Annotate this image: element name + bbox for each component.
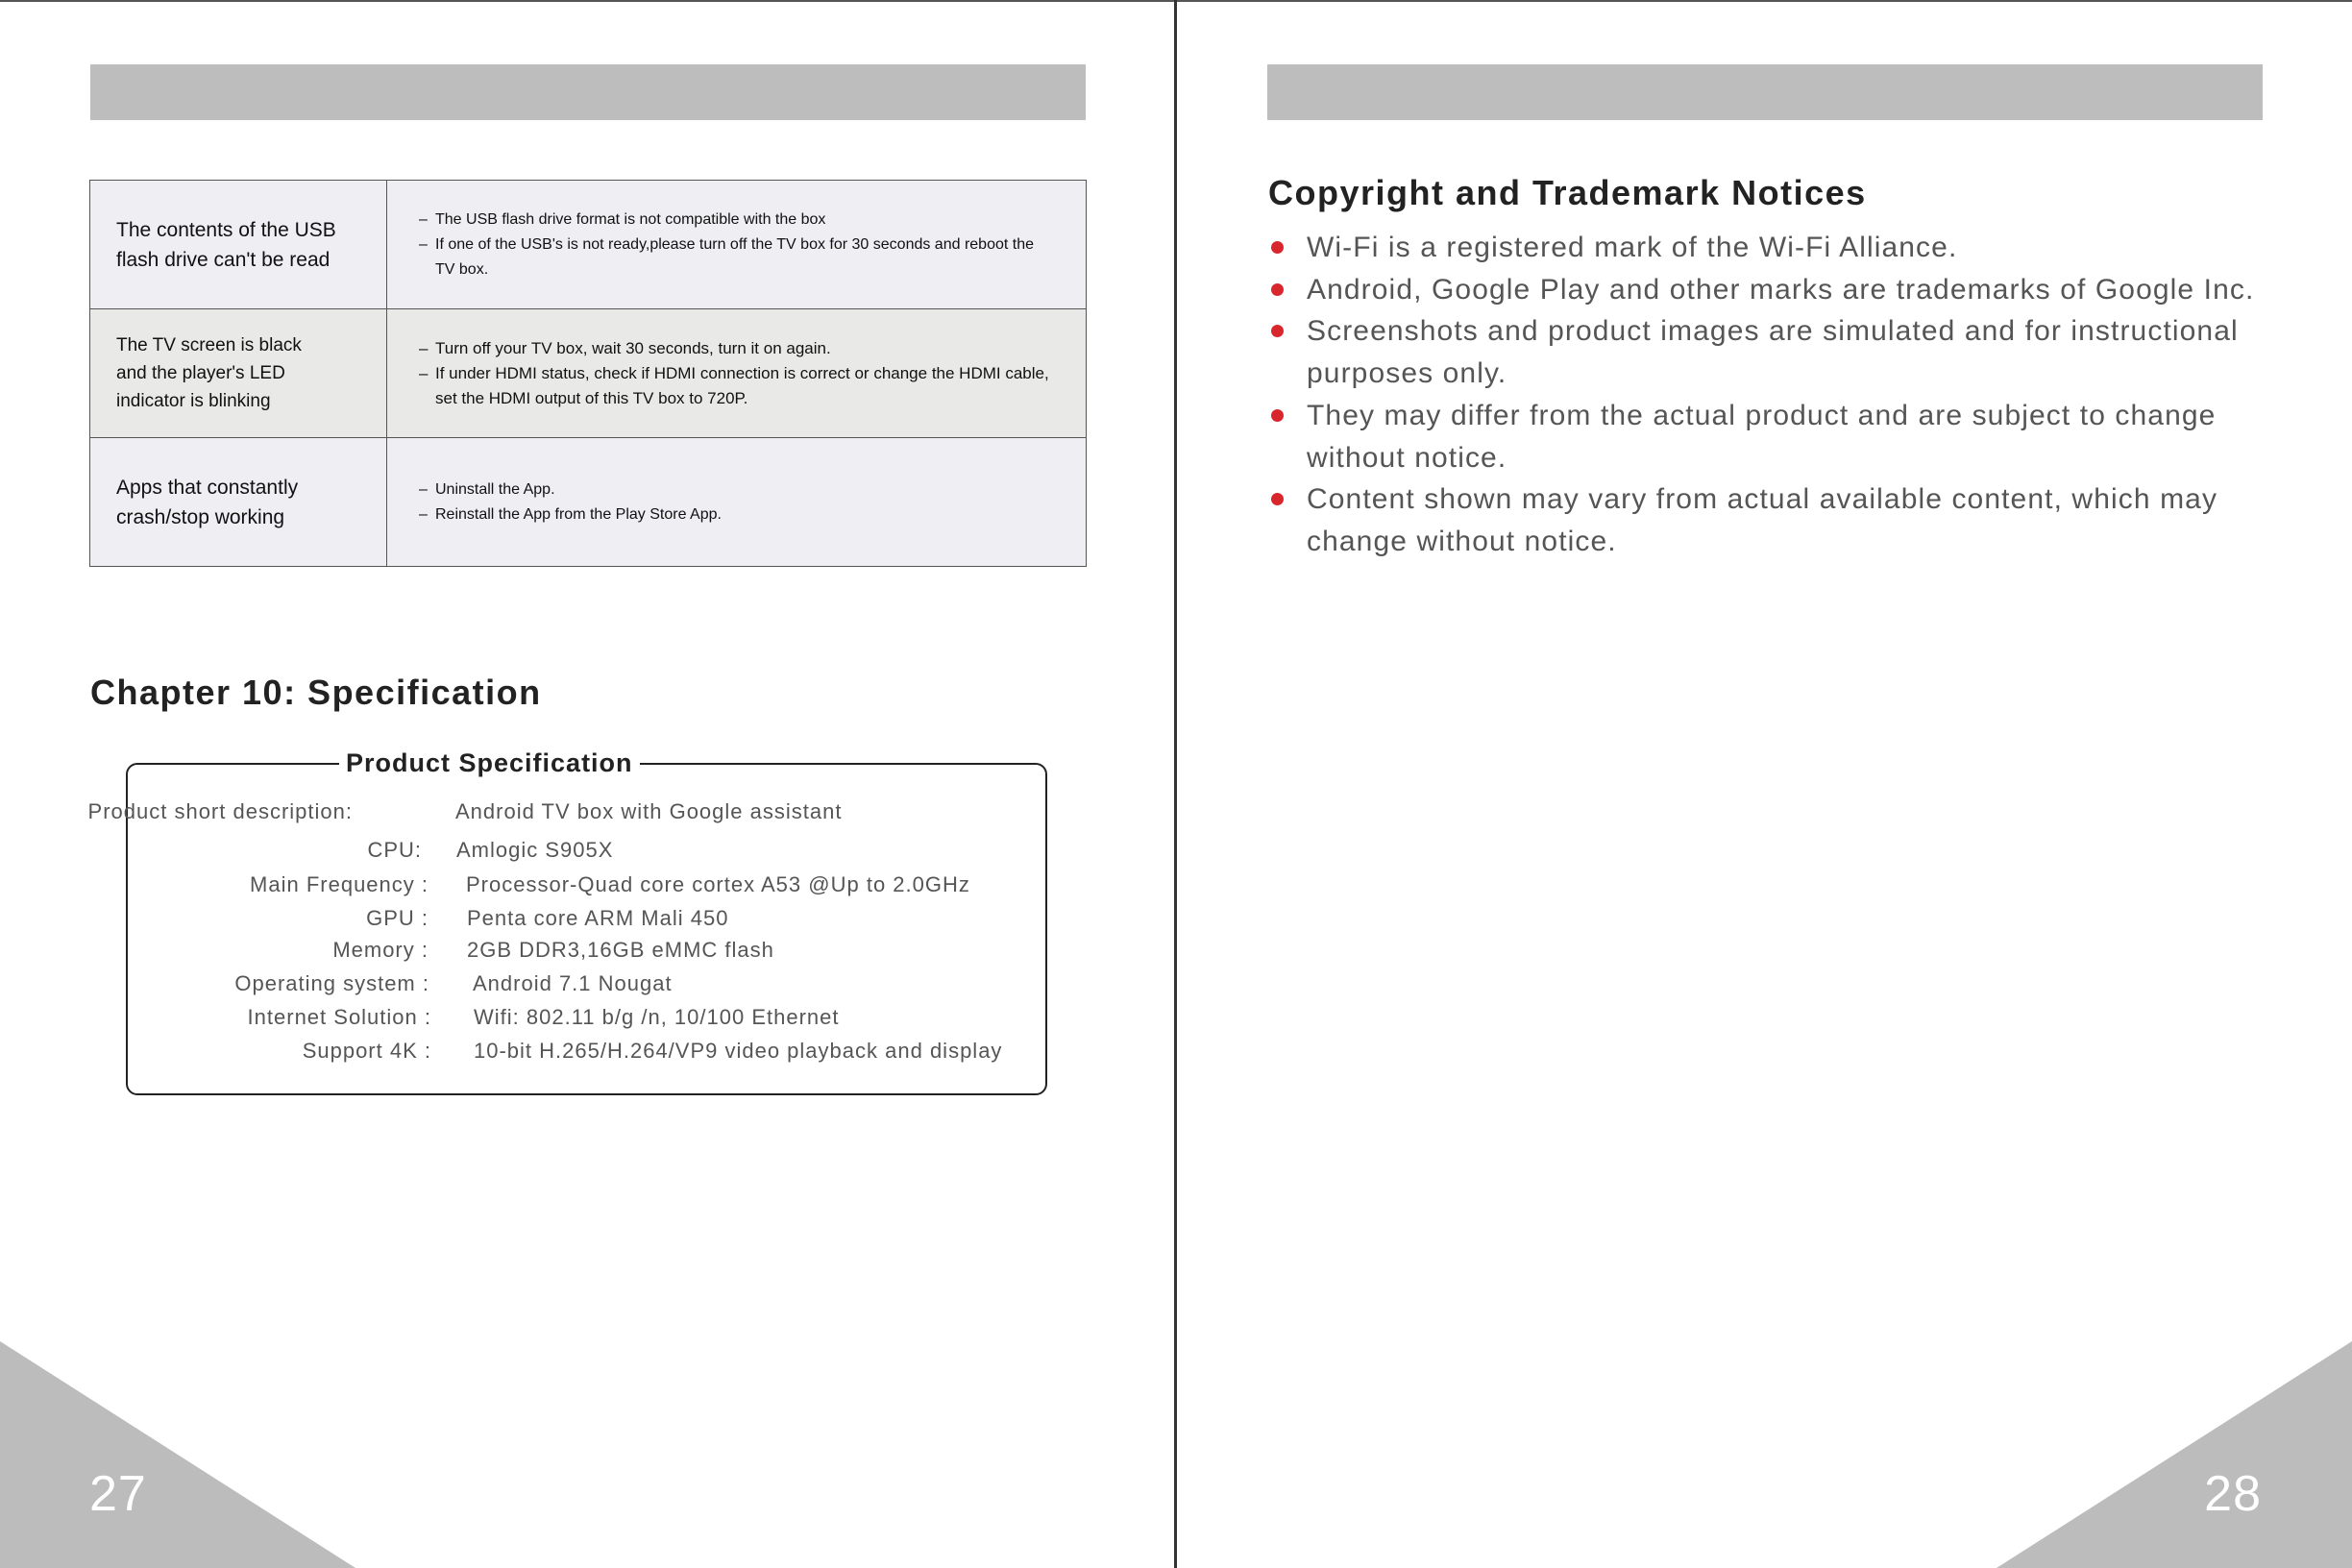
troubleshooting-table xyxy=(89,180,1087,567)
table-row xyxy=(90,309,1087,438)
problem-text: The contents of the USB flash drive can't be read xyxy=(116,218,336,271)
spec-value: Wifi: 802.11 b/g /n, 10/100 Ethernet xyxy=(474,1005,840,1029)
notice-item xyxy=(1268,310,2287,394)
solution-item: – Uninstall the App. xyxy=(419,478,1057,502)
spec-label: CPU: xyxy=(367,838,422,862)
problem-cell xyxy=(90,181,387,309)
notice-text: Screenshots and product images are simulated and for instructional purposes only. xyxy=(1307,315,2239,390)
notices-title: Copyright and Trademark Notices xyxy=(1268,173,1867,212)
solution-list xyxy=(387,478,1086,527)
spec-label: Product short description: xyxy=(87,799,353,823)
solution-list xyxy=(387,336,1086,411)
notice-item xyxy=(1268,395,2287,478)
problem-text: Apps that constantly crash/stop working xyxy=(116,476,299,528)
solution-cell xyxy=(387,181,1087,309)
spec-value: Android 7.1 Nougat xyxy=(473,971,673,995)
spec-value: 10-bit H.265/H.264/VP9 video playback and display xyxy=(474,1039,1003,1063)
problem-cell xyxy=(90,438,387,567)
problem-text: The TV screen is black and the player's LED indicator is blinking xyxy=(116,335,302,411)
bullet-dot-icon xyxy=(1271,241,1284,254)
spec-value: Penta core ARM Mali 450 xyxy=(467,906,729,930)
header-bar xyxy=(1267,64,2263,120)
corner-triangle xyxy=(1997,1341,2352,1568)
spec-label: Memory : xyxy=(332,938,429,962)
notice-item xyxy=(1268,269,2287,311)
notice-text: They may differ from the actual product and are subject to change without notice. xyxy=(1307,399,2217,474)
spec-label: Internet Solution : xyxy=(247,1005,431,1029)
bullet-dot-icon xyxy=(1271,283,1284,296)
spec-box xyxy=(87,748,1047,1095)
page-left xyxy=(0,0,1174,1568)
spec-label: Operating system : xyxy=(234,971,429,995)
spec-value: Processor-Quad core cortex A53 @Up to 2.0GHz xyxy=(466,872,970,896)
notice-text: Content shown may vary from actual available content, which may change without notice. xyxy=(1307,483,2218,557)
solution-cell xyxy=(387,309,1087,438)
notices-list xyxy=(1268,227,2287,563)
corner-triangle xyxy=(0,1341,355,1568)
solution-item: – If under HDMI status, check if HDMI connection is correct or change the HDMI cable, set the HDMI output of this TV box to 720P. xyxy=(419,361,1057,411)
solution-cell xyxy=(387,438,1087,567)
notice-item xyxy=(1268,227,2287,269)
notice-text: Android, Google Play and other marks are trademarks of Google Inc. xyxy=(1307,273,2255,306)
table-row xyxy=(90,438,1087,567)
spec-label: GPU : xyxy=(366,906,429,930)
page-right xyxy=(1177,0,2352,1568)
header-bar xyxy=(90,64,1086,120)
spec-value: 2GB DDR3,16GB eMMC flash xyxy=(467,938,774,962)
bullet-dot-icon xyxy=(1271,325,1284,337)
page-number-right: 28 xyxy=(2204,1466,2262,1522)
solution-item: – If one of the USB's is not ready,please turn off the TV box for 30 seconds and reboot the TV box. xyxy=(419,233,1057,282)
spec-value: Android TV box with Google assistant xyxy=(455,799,843,823)
spec-label: Support 4K : xyxy=(302,1039,431,1063)
solution-item: – The USB flash drive format is not compatible with the box xyxy=(419,208,1057,233)
solution-item: – Turn off your TV box, wait 30 seconds, turn it on again. xyxy=(419,336,1057,361)
chapter-title: Chapter 10: Specification xyxy=(90,673,542,712)
spec-label: Main Frequency : xyxy=(250,872,429,896)
notice-item xyxy=(1268,478,2287,562)
spec-box-title: Product Specification xyxy=(339,747,640,779)
notice-text: Wi-Fi is a registered mark of the Wi-Fi Alliance. xyxy=(1307,232,1958,263)
spec-value: Amlogic S905X xyxy=(456,838,614,862)
table-row xyxy=(90,181,1087,309)
bullet-dot-icon xyxy=(1271,409,1284,422)
page-number-left: 27 xyxy=(89,1466,147,1522)
bullet-dot-icon xyxy=(1271,493,1284,505)
solution-item: – Reinstall the App from the Play Store App. xyxy=(419,502,1057,527)
solution-list xyxy=(387,208,1086,282)
problem-cell xyxy=(90,309,387,438)
